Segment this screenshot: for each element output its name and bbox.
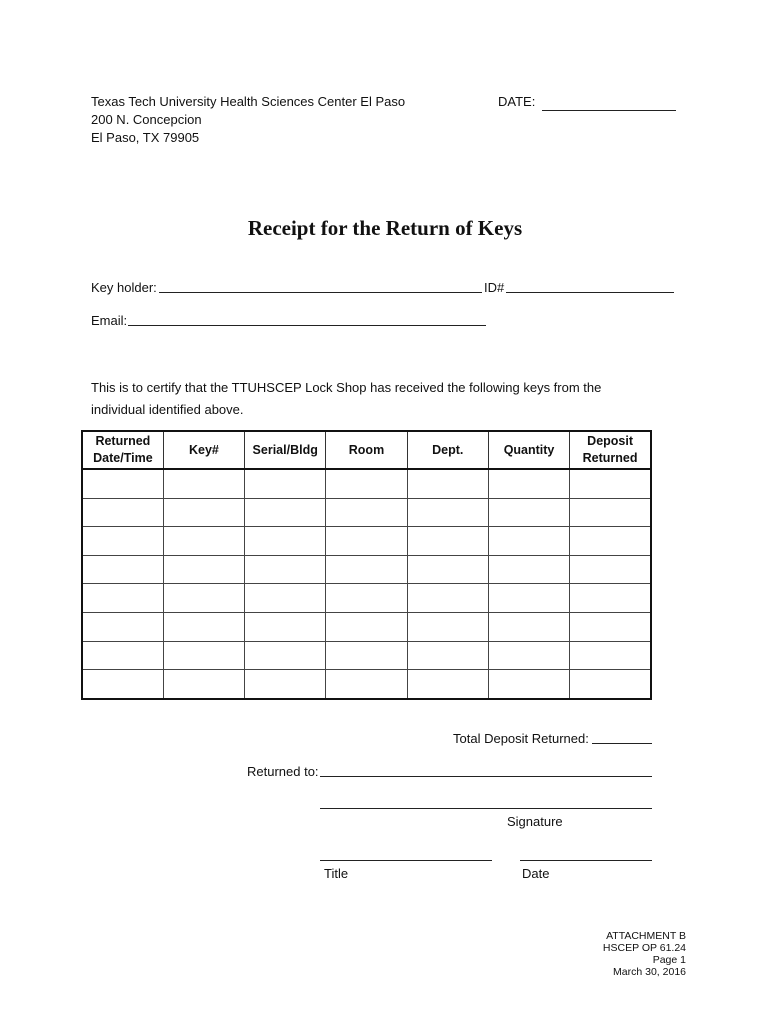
table-cell-dept[interactable] — [407, 469, 488, 498]
table-cell-returned-datetime[interactable] — [82, 555, 163, 584]
table-cell-returned-datetime[interactable] — [82, 498, 163, 527]
table-row — [82, 527, 651, 556]
table-cell-dept[interactable] — [407, 527, 488, 556]
table-cell-dept[interactable] — [407, 612, 488, 641]
table-row — [82, 498, 651, 527]
id-label: ID# — [484, 280, 505, 295]
table-cell-quantity[interactable] — [488, 670, 569, 699]
table-cell-key-number[interactable] — [163, 612, 244, 641]
column-header-text: Returned — [95, 434, 151, 448]
table-cell-quantity[interactable] — [488, 641, 569, 670]
org-name: Texas Tech University Health Sciences Center El Paso — [91, 94, 406, 109]
column-header-text: Room — [348, 442, 385, 457]
column-header-text: Returned — [582, 451, 638, 465]
column-header-text: Dept. — [432, 442, 464, 457]
signature-label: Signature — [507, 814, 563, 829]
table-cell-dept[interactable] — [407, 584, 488, 613]
returned-to-input-line[interactable] — [320, 776, 652, 777]
table-cell-dept[interactable] — [407, 555, 488, 584]
table-cell-key-number[interactable] — [163, 670, 244, 699]
table-row — [82, 641, 651, 670]
table-cell-room[interactable] — [326, 641, 407, 670]
date-label: DATE: — [498, 94, 536, 109]
table-cell-deposit-returned[interactable] — [570, 670, 651, 699]
attachment-line: ATTACHMENT B — [606, 930, 686, 942]
keys-table — [81, 430, 652, 700]
column-header-returned-datetime — [82, 431, 163, 469]
table-cell-serial-bldg[interactable] — [245, 670, 326, 699]
table-cell-deposit-returned[interactable] — [570, 641, 651, 670]
table-cell-returned-datetime[interactable] — [82, 641, 163, 670]
op-number: HSCEP OP 61.24 — [602, 942, 686, 954]
column-header-deposit-returned — [570, 431, 651, 469]
total-deposit-input-line[interactable] — [592, 743, 652, 744]
column-header-room — [326, 431, 407, 469]
key-holder-label: Key holder: — [91, 280, 157, 295]
city-state-zip: El Paso, TX 79905 — [91, 130, 200, 145]
table-cell-serial-bldg[interactable] — [245, 584, 326, 613]
column-header-serial-bldg — [245, 431, 326, 469]
table-cell-dept[interactable] — [407, 670, 488, 699]
table-cell-quantity[interactable] — [488, 469, 569, 498]
table-cell-deposit-returned[interactable] — [570, 527, 651, 556]
table-cell-room[interactable] — [326, 584, 407, 613]
table-cell-room[interactable] — [326, 469, 407, 498]
table-cell-room[interactable] — [326, 498, 407, 527]
table-cell-serial-bldg[interactable] — [245, 555, 326, 584]
date-signed-input-line[interactable] — [520, 860, 652, 861]
table-row — [82, 612, 651, 641]
table-row — [82, 469, 651, 498]
title-input-line[interactable] — [320, 860, 492, 861]
table-body — [82, 469, 651, 699]
column-header-text: Key# — [188, 442, 219, 457]
attachment-block — [603, 930, 686, 978]
table-cell-quantity[interactable] — [488, 527, 569, 556]
page-number: Page 1 — [652, 954, 686, 966]
revision-date: March 30, 2016 — [613, 966, 686, 978]
table-cell-dept[interactable] — [407, 498, 488, 527]
table-cell-quantity[interactable] — [488, 612, 569, 641]
table-cell-key-number[interactable] — [163, 584, 244, 613]
email-input-line[interactable] — [128, 325, 486, 326]
table-cell-returned-datetime[interactable] — [82, 469, 163, 498]
table-row — [82, 584, 651, 613]
table-cell-deposit-returned[interactable] — [570, 498, 651, 527]
signature-input-line[interactable] — [320, 808, 652, 809]
column-header-key-number — [163, 431, 244, 469]
title-label: Title — [324, 866, 349, 881]
date-input-line[interactable] — [542, 96, 676, 111]
table-cell-returned-datetime[interactable] — [82, 527, 163, 556]
table-cell-quantity[interactable] — [488, 584, 569, 613]
table-cell-returned-datetime[interactable] — [82, 612, 163, 641]
column-header-text: Date/Time — [93, 451, 153, 465]
table-cell-key-number[interactable] — [163, 555, 244, 584]
table-cell-key-number[interactable] — [163, 641, 244, 670]
table-cell-serial-bldg[interactable] — [245, 527, 326, 556]
table-row — [82, 670, 651, 699]
id-input-line[interactable] — [506, 292, 674, 293]
column-header-text: Deposit — [587, 434, 634, 448]
table-cell-serial-bldg[interactable] — [245, 612, 326, 641]
table-header-row — [82, 431, 651, 469]
table-cell-quantity[interactable] — [488, 555, 569, 584]
table-cell-dept[interactable] — [407, 641, 488, 670]
table-cell-deposit-returned[interactable] — [570, 584, 651, 613]
certify-text: This is to certify that the TTUHSCEP Lock Shop has received the following keys from the individual identified above. — [91, 380, 602, 417]
table-row — [82, 555, 651, 584]
table-cell-room[interactable] — [326, 670, 407, 699]
table-cell-serial-bldg[interactable] — [245, 469, 326, 498]
total-deposit-label: Total Deposit Returned: — [453, 731, 589, 746]
returned-to-label: Returned to: — [247, 764, 319, 779]
table-cell-returned-datetime[interactable] — [82, 670, 163, 699]
street-address: 200 N. Concepcion — [91, 112, 202, 127]
column-header-quantity — [488, 431, 569, 469]
table-cell-room[interactable] — [326, 612, 407, 641]
table-cell-key-number[interactable] — [163, 469, 244, 498]
table-cell-deposit-returned[interactable] — [570, 555, 651, 584]
page-title: Receipt for the Return of Keys — [247, 216, 523, 240]
table-cell-serial-bldg[interactable] — [245, 641, 326, 670]
address-block — [91, 93, 405, 147]
key-holder-input-line[interactable] — [159, 292, 482, 293]
date-signed-label: Date — [522, 866, 550, 881]
email-label: Email: — [91, 313, 128, 328]
column-header-dept — [407, 431, 488, 469]
table-cell-key-number[interactable] — [163, 527, 244, 556]
column-header-text: Quantity — [503, 442, 555, 457]
table-cell-serial-bldg[interactable] — [245, 498, 326, 527]
table-cell-deposit-returned[interactable] — [570, 612, 651, 641]
column-header-text: Serial/Bldg — [252, 442, 318, 457]
table-cell-quantity[interactable] — [488, 498, 569, 527]
table-cell-room[interactable] — [326, 527, 407, 556]
table-cell-room[interactable] — [326, 555, 407, 584]
date-field-group — [498, 93, 676, 111]
table-cell-deposit-returned[interactable] — [570, 469, 651, 498]
table-cell-returned-datetime[interactable] — [82, 584, 163, 613]
table-cell-key-number[interactable] — [163, 498, 244, 527]
